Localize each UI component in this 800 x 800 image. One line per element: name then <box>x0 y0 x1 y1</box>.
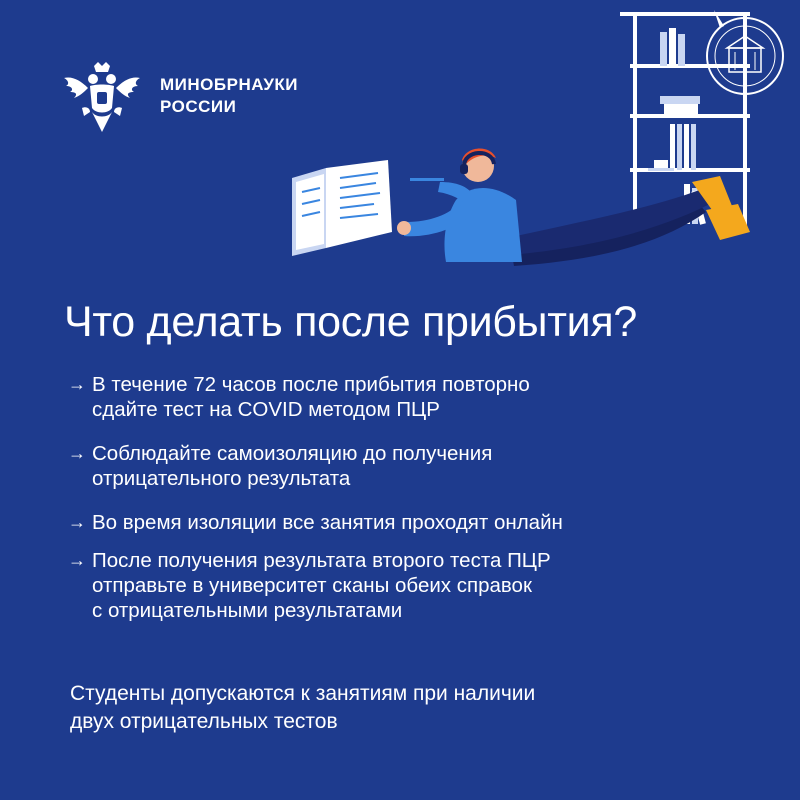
ministry-name <box>160 74 298 118</box>
list-item-line: сдайте тест на COVID методом ПЦР <box>92 398 440 421</box>
list-item-line: отправьте в университет сканы обеих справок <box>92 574 532 597</box>
books-stack <box>660 96 700 116</box>
admission-note <box>70 680 535 736</box>
arrow-right-icon: → <box>68 512 86 532</box>
list-item-line: После получения результата второго теста ПЦР <box>92 549 551 572</box>
list-item-line: В течение 72 часов после прибытия повторно <box>92 373 530 396</box>
list-item-line: Во время изоляции все занятия проходят онлайн <box>92 511 563 534</box>
eagle-emblem-icon <box>62 62 142 136</box>
admission-note-line: двух отрицательных тестов <box>70 710 338 733</box>
list-item <box>68 441 768 491</box>
list-item <box>68 510 768 535</box>
books-top <box>660 28 685 66</box>
list-item-line: с отрицательными результатами <box>92 599 403 622</box>
instructions-list <box>68 372 768 642</box>
page-title: Что делать после прибытия? <box>64 298 637 346</box>
list-item-line: отрицательного результата <box>92 467 351 490</box>
open-book <box>292 160 392 256</box>
university-seal-icon <box>704 4 786 108</box>
student <box>397 148 750 266</box>
arrow-right-icon: → <box>68 550 86 570</box>
arrow-right-icon: → <box>68 443 86 463</box>
ministry-name-line-1: МИНОБРНАУКИ <box>160 75 299 94</box>
list-item <box>68 372 768 422</box>
list-item-line: Соблюдайте самоизоляцию до получения <box>92 442 493 465</box>
arrow-right-icon: → <box>68 374 86 394</box>
ministry-name-line-2: РОССИИ <box>160 97 237 116</box>
books-middle <box>670 124 696 170</box>
list-item <box>68 548 768 623</box>
admission-note-line: Студенты допускаются к занятиям при наличии <box>70 682 536 705</box>
